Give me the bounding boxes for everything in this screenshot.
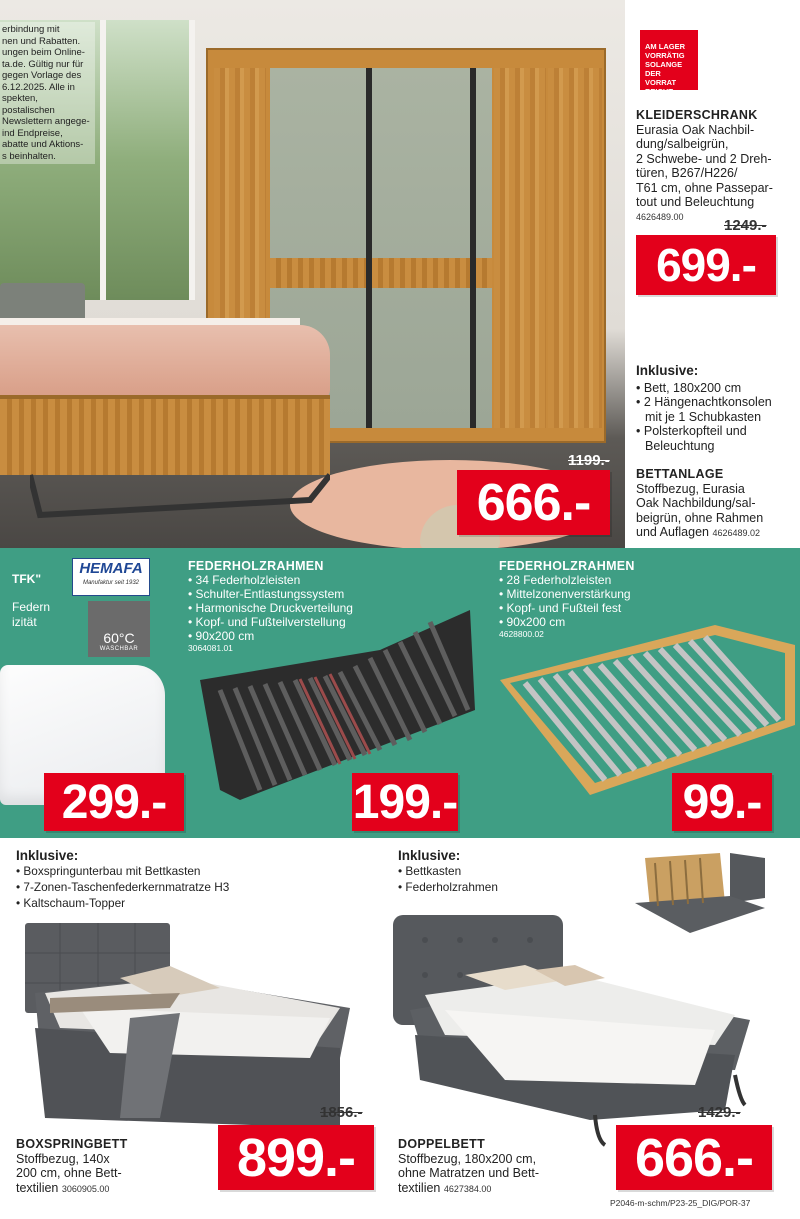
slatted-frame-adjustable-image <box>200 600 475 800</box>
wardrobe-door <box>476 68 492 428</box>
footer-code: P2046-m-schm/P23-25_DIG/POR-37 <box>610 1198 751 1208</box>
boxspring-bed-image <box>20 918 360 1138</box>
wardrobe-title: KLEIDERSCHRANK <box>636 108 758 122</box>
bed-blanket <box>0 325 330 400</box>
bedset-old-price: 1199.- <box>568 452 610 469</box>
boxspring-description: BOXSPRINGBETT Stoffbezug, 140x 200 cm, ohne Bett- textilien 3060905.00 <box>16 1137 216 1196</box>
wardrobe-article: 4626489.00 <box>636 211 684 222</box>
stock-badge: AM LAGER VORRÄTIG SOLANGE DER VORRAT REICHT <box>640 30 698 90</box>
topper-title: TFK" <box>12 572 42 586</box>
boxspring-old-price: 1856.- <box>320 1104 363 1121</box>
wardrobe-door <box>372 68 470 428</box>
boxspring-title: BOXSPRINGBETT <box>16 1137 128 1151</box>
slatted-frame-fixed-image <box>495 595 795 795</box>
topper-price: 299.- <box>44 773 184 831</box>
boxspring-inclusive: Inklusive: • Boxspringunterbau mit Bettkasten • 7-Zonen-Taschenfederkernmatratze H3 • Kaltschaum-Topper <box>16 848 229 911</box>
boxspring-price: 899.- <box>218 1125 374 1190</box>
frame2-price: 99.- <box>672 773 772 831</box>
bedset-inclusive: Inklusive: • Bett, 180x200 cm • 2 Hängenachtkonsolen mit je 1 Schubkasten • Polsterkopfteil und Beleuchtung <box>636 363 772 453</box>
wardrobe-door <box>548 68 602 428</box>
wardrobe-door <box>494 68 546 428</box>
boxspring-article: 3060905.00 <box>61 1183 110 1194</box>
frame1-article: 3064081.01 <box>188 643 233 653</box>
legal-notice: erbindung mit nen und Rabatten. ungen beim Online- ta.de. Gültig nur für gegen Vorlage des 6.12.2025. Alle in spekten, postalischen Newslettern angege- ind Endpreise, abatte und Aktions- s beinhalten. <box>0 22 95 164</box>
bed-runner <box>30 470 330 520</box>
wardrobe-description: KLEIDERSCHRANK Eurasia Oak Nachbil- dung/salbeigrün, 2 Schwebe- und 2 Dreh- türen, B267/H226/ T61 cm, ohne Passepar- tout und Beleuchtung 4626489.00 <box>636 108 796 224</box>
doublebed-title: DOPPELBETT <box>398 1137 486 1151</box>
hemafa-logo: HEMAFA Manufaktur seit 1932 <box>72 558 150 596</box>
doublebed-description: DOPPELBETT Stoffbezug, 180x200 cm, ohne Matratzen und Bett- textilien 4627384.00 <box>398 1137 618 1196</box>
topper-description: Federn izität <box>12 600 51 629</box>
frame2-title: FEDERHOLZRAHMEN <box>499 559 635 573</box>
frame1-title: FEDERHOLZRAHMEN <box>188 559 324 573</box>
bedset-description: BETTANLAGE Stoffbezug, Eurasia Oak Nachbildung/sal- beigrün, ohne Rahmen und Auflagen 4626489.02 <box>636 467 800 541</box>
frame2-description: FEDERHOLZRAHMEN • 28 Federholzleisten • Mittelzonenverstärkung • Kopf- und Fußteil fest • 90x200 cm 4628800.02 <box>499 559 789 639</box>
doublebed-old-price: 1429.- <box>698 1104 741 1121</box>
bedset-article: 4626489.02 <box>712 528 761 538</box>
frame1-description: FEDERHOLZRAHMEN • 34 Federholzleisten • Schulter-Entlastungssystem • Harmonische Druckverteilung • Kopf- und Fußteilverstellung • 90x200 cm 3064081.01 <box>188 559 478 653</box>
doublebed-inclusive: Inklusive: • Bettkasten • Federholzrahmen <box>398 848 498 895</box>
doublebed-price: 666.- <box>616 1125 772 1190</box>
bedset-title: BETTANLAGE <box>636 467 724 481</box>
doublebed-article: 4627384.00 <box>443 1183 492 1194</box>
wardrobe-old-price: 1249.- <box>724 217 767 234</box>
frame2-article: 4628800.02 <box>499 629 544 639</box>
window-frame <box>100 20 106 300</box>
bedset-price: 666.- <box>457 470 610 535</box>
bed-frame <box>0 395 330 475</box>
washable-badge: 60°C WASCHBAR <box>88 601 150 657</box>
frame1-price: 199.- <box>352 773 458 831</box>
wardrobe-price: 699.- <box>636 235 776 295</box>
